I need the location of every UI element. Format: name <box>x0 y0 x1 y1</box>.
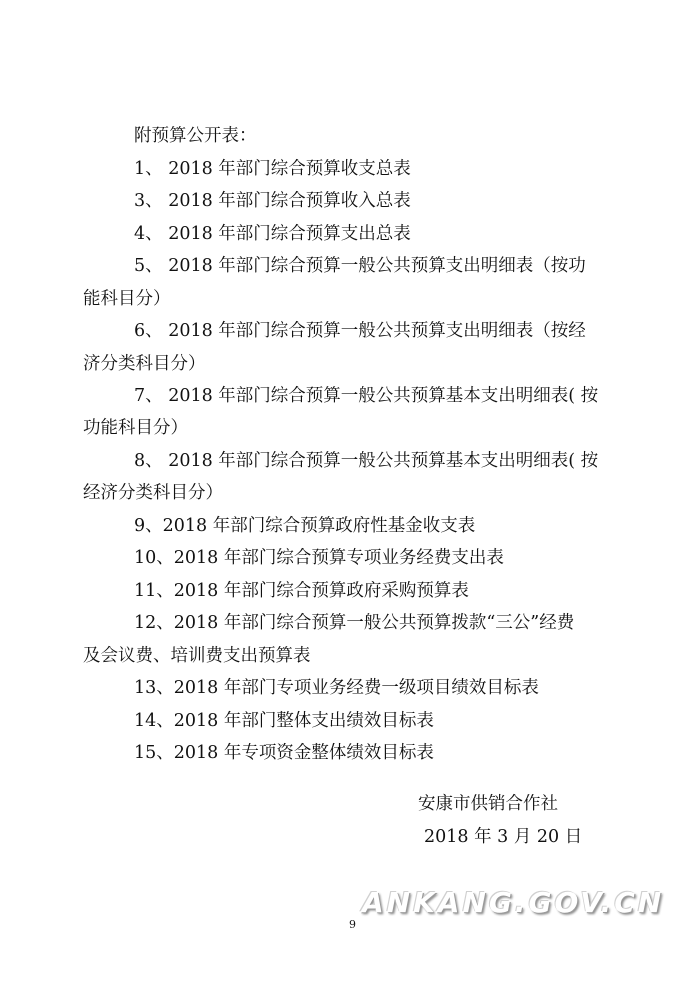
list-item: 4、 2018 年部门综合预算支出总表 <box>134 224 411 244</box>
list-item: 8、 2018 年部门综合预算一般公共预算基本支出明细表( 按 <box>134 451 599 471</box>
list-item-continuation: 能科目分） <box>83 289 171 309</box>
list-item: 13、2018 年部门专项业务经费一级项目绩效目标表 <box>134 678 539 698</box>
site-watermark: ANKANG.GOV.CN <box>362 886 665 919</box>
list-item: 15、2018 年专项资金整体绩效目标表 <box>134 743 434 763</box>
list-item: 10、2018 年部门综合预算专项业务经费支出表 <box>134 548 504 568</box>
list-item: 14、2018 年部门整体支出绩效目标表 <box>134 711 434 731</box>
list-item: 9、2018 年部门综合预算政府性基金收支表 <box>134 516 476 536</box>
list-item: 5、 2018 年部门综合预算一般公共预算支出明细表（按功 <box>134 256 586 276</box>
list-item: 11、2018 年部门综合预算政府采购预算表 <box>134 581 469 601</box>
list-item-continuation: 功能科目分） <box>83 418 188 438</box>
list-item: 3、 2018 年部门综合预算收入总表 <box>134 191 411 211</box>
signature-date: 2018 年 3 月 20 日 <box>424 827 583 847</box>
page-number: 9 <box>349 918 356 931</box>
attachment-heading: 附预算公开表： <box>134 126 257 146</box>
list-item-continuation: 经济分类科目分） <box>83 483 223 503</box>
list-item: 1、 2018 年部门综合预算收支总表 <box>134 159 411 179</box>
list-item-continuation: 济分类科目分） <box>83 354 206 374</box>
list-item: 6、 2018 年部门综合预算一般公共预算支出明细表（按经 <box>134 321 586 341</box>
list-item-continuation: 及会议费、培训费支出预算表 <box>83 646 311 666</box>
list-item: 7、 2018 年部门综合预算一般公共预算基本支出明细表( 按 <box>134 386 599 406</box>
list-item: 12、2018 年部门综合预算一般公共预算拨款“三公”经费 <box>134 613 575 633</box>
organization-signature: 安康市供销合作社 <box>418 794 558 814</box>
